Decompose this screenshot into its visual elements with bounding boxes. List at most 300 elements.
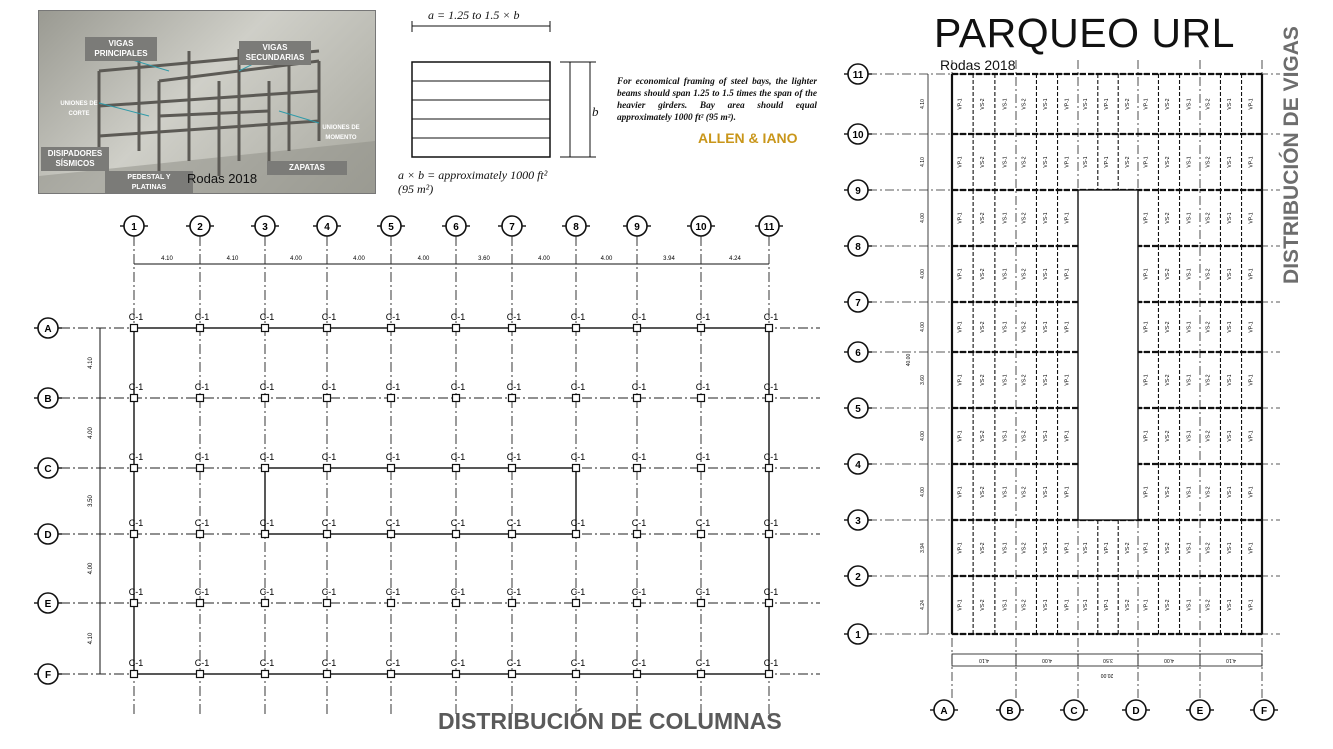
beam-tag: VP-1	[1248, 98, 1255, 110]
beam-tag: VS-2	[1165, 486, 1171, 498]
column-marker	[262, 600, 269, 607]
left-span-label: 4.10	[920, 157, 926, 167]
beam-tag: VP-1	[957, 430, 964, 442]
axis-bubble-label: B	[44, 394, 52, 405]
column-tag: C-1	[695, 518, 711, 528]
column-marker	[388, 395, 395, 402]
tag-uniones-momento: UNIONES DE MOMENTO	[322, 125, 360, 141]
column-marker	[573, 325, 580, 332]
beam-tag: VS-2	[1165, 542, 1171, 554]
beam-tag: VS-1	[1002, 98, 1009, 110]
axis-bubble-label: D	[1132, 706, 1140, 717]
beam-tag: VS-2	[1165, 599, 1171, 611]
tag-pedestal: PEDESTAL Y PLATINAS	[105, 171, 193, 194]
y-span-label: 4.00	[88, 427, 94, 439]
column-tag: C-1	[631, 452, 647, 462]
bay-formula-line1: a × b = approximately 1000 ft²	[398, 168, 548, 182]
beam-tag: VP-1	[1064, 98, 1071, 110]
beam-tag: VS-2	[1165, 156, 1171, 168]
beam-tag: VS-1	[1043, 542, 1049, 554]
left-span-label: 4.00	[920, 487, 926, 497]
beam-tag: VS-2	[980, 374, 986, 386]
column-marker	[197, 325, 204, 332]
x-span-label: 4.00	[600, 256, 613, 262]
column-marker	[573, 600, 580, 607]
axis-bubble-3	[251, 216, 279, 236]
beam-tag: VP-1	[1143, 156, 1150, 168]
beam-tag: VS-2	[1205, 599, 1212, 611]
beam-tag: VS-1	[1227, 98, 1233, 110]
beam-tag: VS-1	[1186, 542, 1193, 554]
column-tag: C-1	[695, 312, 711, 322]
bottom-total-label: 20.00	[1100, 672, 1114, 678]
beam-tag: VP-1	[1143, 321, 1150, 333]
x-span-label: 3.60	[478, 256, 490, 262]
tag-zapatas: ZAPATAS	[267, 161, 347, 175]
beam-tag: VS-1	[1083, 98, 1089, 110]
beam-axis-bubble-D	[1122, 700, 1150, 720]
x-span-label: 4.00	[538, 256, 550, 262]
column-tag: C-1	[321, 658, 337, 668]
beam-tag: VS-1	[1002, 321, 1009, 333]
beam-axis-bubble-8	[844, 236, 872, 256]
axis-bubble-label: 7	[855, 298, 861, 309]
beam-tag: VS-2	[980, 268, 986, 280]
column-marker	[324, 671, 331, 678]
beam-tag: VP-1	[1248, 321, 1255, 333]
column-marker	[634, 465, 641, 472]
column-tag: C-1	[194, 658, 210, 668]
column-marker	[766, 465, 773, 472]
beam-tag: VS-2	[1021, 268, 1028, 280]
beam-tag: VS-2	[980, 156, 986, 168]
column-tag: C-1	[506, 382, 522, 392]
beam-tag: VS-2	[1205, 321, 1212, 333]
x-span-label: 4.00	[417, 256, 430, 262]
column-marker	[262, 325, 269, 332]
beam-tag: VP-1	[957, 599, 964, 611]
axis-bubble-label: F	[1260, 706, 1268, 717]
beam-tag: VS-1	[1227, 212, 1233, 224]
column-marker	[698, 395, 705, 402]
axis-bubble-label: 9	[855, 186, 861, 197]
column-marker	[573, 531, 580, 538]
axis-bubble-label: 2	[855, 572, 861, 583]
beam-tag: VS-1	[1227, 156, 1233, 168]
beam-tag: VS-2	[980, 212, 986, 224]
column-marker	[324, 465, 331, 472]
column-tag: C-1	[259, 382, 275, 392]
tag-vigas-principales: VIGAS PRINCIPALES	[85, 37, 157, 61]
column-marker	[509, 671, 516, 678]
column-tag: C-1	[763, 452, 779, 462]
axis-bubble-label: 9	[634, 222, 640, 233]
ramp-opening	[265, 468, 576, 534]
column-tag: C-1	[259, 452, 275, 462]
column-marker	[197, 600, 204, 607]
beam-tag: VS-1	[1186, 374, 1193, 386]
axis-bubble-label: 1	[855, 630, 861, 641]
beam-tag: VP-1	[1064, 268, 1071, 280]
beam-tag: VS-1	[1083, 599, 1089, 611]
left-span-label: 4.00	[920, 213, 926, 223]
beam-tag: VP-1	[1064, 321, 1071, 333]
column-marker	[453, 600, 460, 607]
column-tag: C-1	[194, 452, 210, 462]
column-marker	[453, 395, 460, 402]
beam-tag: VS-1	[1002, 599, 1009, 611]
beam-tag: VS-1	[1186, 599, 1193, 611]
beam-tag: VS-2	[1205, 212, 1212, 224]
beam-tag: VS-1	[1227, 374, 1233, 386]
beam-tag: VS-1	[1227, 599, 1233, 611]
beam-tag: VS-1	[1002, 156, 1009, 168]
axis-bubble-10	[687, 216, 715, 236]
column-tag: C-1	[763, 518, 779, 528]
beam-axis-bubble-3	[844, 510, 872, 530]
axis-bubble-label: F	[44, 670, 52, 681]
beam-tag: VS-1	[1043, 321, 1049, 333]
column-marker	[509, 325, 516, 332]
axis-bubble-6	[442, 216, 470, 236]
column-marker	[324, 600, 331, 607]
beam-axis-bubble-E	[1186, 700, 1214, 720]
beam-axis-bubble-5	[844, 398, 872, 418]
tag-vigas-secundarias: VIGAS SECUNDARIAS	[239, 41, 311, 65]
beam-tag: VP-1	[1064, 599, 1071, 611]
bottom-span-label: 3.50	[1103, 657, 1113, 663]
axis-bubble-label: 8	[573, 222, 579, 233]
beam-tag: VP-1	[1248, 268, 1255, 280]
beam-tag: VS-1	[1043, 268, 1049, 280]
column-marker	[388, 465, 395, 472]
column-tag: C-1	[763, 658, 779, 668]
column-marker	[324, 325, 331, 332]
column-marker	[698, 465, 705, 472]
column-tag: C-1	[570, 658, 586, 668]
beam-tag: VP-1	[1143, 486, 1150, 498]
column-marker	[197, 395, 204, 402]
beam-axis-bubble-10	[844, 124, 872, 144]
column-tag: C-1	[631, 518, 647, 528]
beam-axis-bubble-11	[844, 64, 872, 84]
column-marker	[131, 671, 138, 678]
beam-tag: VS-2	[1205, 486, 1212, 498]
beam-tag: VS-2	[1021, 212, 1028, 224]
beam-tag: VP-1	[1143, 599, 1150, 611]
axis-bubble-label: 6	[453, 222, 459, 233]
column-marker	[262, 465, 269, 472]
column-marker	[197, 465, 204, 472]
beam-tag: VS-2	[1021, 430, 1028, 442]
beam-tag: VS-1	[1083, 156, 1089, 168]
beam-tag: VS-1	[1002, 374, 1009, 386]
axis-bubble-label: 8	[855, 242, 861, 253]
beam-tag: VS-2	[1205, 98, 1212, 110]
building-perimeter	[134, 328, 769, 674]
tag-uniones-corte: UNIONES DE CORTE	[60, 101, 98, 117]
beam-tag: VP-1	[957, 268, 964, 280]
axis-bubble-label: 5	[855, 404, 861, 415]
column-tag: C-1	[385, 312, 401, 322]
beam-tag: VS-2	[1205, 374, 1212, 386]
column-marker	[197, 671, 204, 678]
axis-bubble-label: C	[44, 464, 52, 475]
column-marker	[324, 531, 331, 538]
bottom-span-label: 4.10	[1226, 657, 1236, 663]
axis-bubble-A	[34, 318, 62, 338]
axis-bubble-C	[34, 458, 62, 478]
beam-tag: VS-2	[1205, 268, 1212, 280]
beam-tag: VP-1	[957, 486, 964, 498]
column-tag: C-1	[570, 452, 586, 462]
column-tag: C-1	[631, 312, 647, 322]
x-span-label: 4.00	[290, 256, 302, 262]
left-span-label: 3.60	[920, 375, 926, 385]
column-tag: C-1	[385, 658, 401, 668]
column-marker	[766, 395, 773, 402]
axis-bubble-label: E	[44, 599, 52, 610]
column-tag: C-1	[128, 312, 144, 322]
beam-axis-bubble-F	[1250, 700, 1278, 720]
beam-tag: VP-1	[1248, 430, 1255, 442]
column-marker	[197, 531, 204, 538]
beam-tag: VS-2	[1021, 374, 1028, 386]
beam-tag: VS-1	[1186, 268, 1193, 280]
column-tag: C-1	[450, 382, 466, 392]
column-marker	[131, 531, 138, 538]
axis-bubble-label: 11	[763, 222, 775, 233]
column-tag: C-1	[570, 518, 586, 528]
beam-tag: VS-2	[1125, 542, 1131, 554]
left-total-label: 40.00	[906, 353, 912, 367]
beam-tag: VS-2	[980, 542, 986, 554]
column-marker	[388, 325, 395, 332]
column-tag: C-1	[194, 518, 210, 528]
axis-bubble-label: 7	[509, 222, 515, 233]
y-span-label: 3.50	[88, 495, 94, 507]
bottom-span-label: 4.00	[1042, 657, 1052, 663]
beam-tag: VS-2	[1165, 268, 1171, 280]
column-marker	[634, 531, 641, 538]
beam-tag: VS-2	[1165, 212, 1171, 224]
beam-tag: VP-1	[957, 98, 964, 110]
beam-tag: VS-1	[1186, 156, 1193, 168]
column-marker	[634, 600, 641, 607]
column-tag: C-1	[385, 518, 401, 528]
bottom-span-label: 4.10	[979, 657, 989, 663]
bay-formula-bottom	[398, 168, 547, 196]
axis-bubble-8	[562, 216, 590, 236]
column-tag: C-1	[128, 518, 144, 528]
axis-bubble-label: 10	[695, 222, 707, 233]
column-tag: C-1	[385, 382, 401, 392]
beam-tag: VP-1	[1064, 486, 1071, 498]
column-tag: C-1	[321, 587, 337, 597]
beam-tag: VS-1	[1186, 98, 1193, 110]
beam-tag: VS-2	[1021, 156, 1028, 168]
beam-tag: VP-1	[1143, 98, 1150, 110]
quote-text: For economical framing of steel bays, the lighter beams should span 1.25 to 1.5 times the span of the heavier girders. Bay area should equal approximately 1000 ft² (95 m²).	[617, 77, 817, 123]
column-marker	[698, 671, 705, 678]
y-span-label: 4.10	[88, 632, 94, 645]
left-span-label: 4.00	[920, 431, 926, 441]
beam-tag: VP-1	[1143, 542, 1150, 554]
beam-tag: VS-2	[1165, 374, 1171, 386]
beam-tag: VS-2	[1021, 321, 1028, 333]
axis-bubble-4	[313, 216, 341, 236]
column-marker	[573, 465, 580, 472]
column-tag: C-1	[631, 658, 647, 668]
column-marker	[766, 600, 773, 607]
column-marker	[388, 671, 395, 678]
axis-bubble-5	[377, 216, 405, 236]
column-tag: C-1	[128, 658, 144, 668]
page-title: PARQUEO URL	[934, 10, 1235, 56]
beam-tag: VS-2	[1125, 156, 1131, 168]
column-tag: C-1	[570, 312, 586, 322]
beam-tag: VS-2	[980, 599, 986, 611]
x-span-label: 3.94	[663, 256, 675, 262]
beam-tag: VS-2	[1125, 599, 1131, 611]
column-marker	[698, 531, 705, 538]
beams-plan	[840, 60, 1290, 730]
column-tag: C-1	[450, 312, 466, 322]
beam-tag: VS-1	[1043, 430, 1049, 442]
beam-tag: VP-1	[1248, 156, 1255, 168]
beam-tag: VS-1	[1002, 268, 1009, 280]
column-marker	[453, 325, 460, 332]
ramp-opening	[1078, 190, 1138, 520]
column-marker	[509, 395, 516, 402]
column-tag: C-1	[385, 452, 401, 462]
column-marker	[131, 395, 138, 402]
column-marker	[509, 600, 516, 607]
column-tag: C-1	[506, 312, 522, 322]
left-span-label: 4.00	[920, 322, 926, 332]
column-marker	[262, 531, 269, 538]
beam-tag: VS-1	[1043, 212, 1049, 224]
beam-tag: VP-1	[957, 542, 964, 554]
beam-tag: VS-1	[1043, 374, 1049, 386]
column-tag: C-1	[506, 587, 522, 597]
beam-tag: VS-2	[1165, 98, 1171, 110]
beam-tag: VP-1	[1064, 430, 1071, 442]
bay-diagram	[400, 18, 620, 168]
photo-credit: Rodas 2018	[187, 171, 258, 186]
beam-tag: VS-1	[1043, 599, 1049, 611]
column-tag: C-1	[763, 382, 779, 392]
column-marker	[766, 671, 773, 678]
column-marker	[388, 600, 395, 607]
beam-tag: VS-2	[980, 486, 986, 498]
axis-bubble-F	[34, 664, 62, 684]
axis-bubble-D	[34, 524, 62, 544]
beam-tag: VP-1	[1104, 98, 1110, 110]
column-marker	[131, 325, 138, 332]
column-tag: C-1	[128, 452, 144, 462]
axis-bubble-7	[498, 216, 526, 236]
column-tag: C-1	[631, 382, 647, 392]
x-span-label: 4.10	[226, 256, 239, 262]
beam-tag: VP-1	[1248, 212, 1255, 224]
column-marker	[453, 671, 460, 678]
beam-tag: VP-1	[957, 212, 964, 224]
axis-bubble-label: D	[44, 530, 52, 541]
column-marker	[453, 465, 460, 472]
beam-tag: VP-1	[1104, 599, 1110, 611]
column-tag: C-1	[570, 382, 586, 392]
beam-tag: VS-1	[1043, 98, 1049, 110]
beam-tag: VS-1	[1227, 430, 1233, 442]
axis-bubble-label: 10	[852, 130, 864, 141]
column-tag: C-1	[450, 518, 466, 528]
column-tag: C-1	[450, 452, 466, 462]
beam-tag: VS-2	[1125, 98, 1131, 110]
beam-tag: VS-1	[1186, 321, 1193, 333]
column-marker	[698, 600, 705, 607]
beam-axis-bubble-4	[844, 454, 872, 474]
beam-axis-bubble-A	[930, 700, 958, 720]
column-tag: C-1	[194, 382, 210, 392]
beam-tag: VP-1	[1143, 212, 1150, 224]
column-tag: C-1	[570, 587, 586, 597]
beam-tag: VS-1	[1002, 486, 1009, 498]
column-tag: C-1	[506, 658, 522, 668]
column-tag: C-1	[695, 658, 711, 668]
column-marker	[131, 600, 138, 607]
column-tag: C-1	[128, 382, 144, 392]
beam-tag: VP-1	[1143, 374, 1150, 386]
beam-tag: VS-2	[980, 430, 986, 442]
beam-tag: VP-1	[1143, 268, 1150, 280]
beam-axis-bubble-C	[1060, 700, 1088, 720]
beam-tag: VS-2	[1165, 321, 1171, 333]
bay-formula-top: a = 1.25 to 1.5 × b	[428, 8, 520, 22]
column-tag: C-1	[128, 587, 144, 597]
column-marker	[634, 671, 641, 678]
beam-tag: VS-2	[1205, 156, 1212, 168]
column-marker	[634, 325, 641, 332]
column-tag: C-1	[321, 312, 337, 322]
axis-bubble-label: A	[940, 706, 948, 717]
axis-bubble-E	[34, 593, 62, 613]
beam-tag: VS-1	[1002, 212, 1009, 224]
beam-tag: VP-1	[1143, 430, 1150, 442]
y-span-label: 4.10	[88, 357, 94, 369]
beam-tag: VS-1	[1043, 486, 1049, 498]
column-marker	[573, 671, 580, 678]
beam-tag: VS-2	[1021, 599, 1028, 611]
axis-bubble-label: 6	[855, 348, 861, 359]
beam-tag: VP-1	[1104, 156, 1110, 168]
column-marker	[131, 465, 138, 472]
column-marker	[388, 531, 395, 538]
column-marker	[509, 531, 516, 538]
y-span-label: 4.00	[88, 562, 94, 575]
beam-tag: VP-1	[1064, 374, 1071, 386]
axis-bubble-label: C	[1070, 706, 1078, 717]
beam-axis-bubble-B	[996, 700, 1024, 720]
beam-tag: VS-1	[1227, 321, 1233, 333]
left-span-label: 4.10	[920, 99, 926, 109]
axis-bubble-label: A	[44, 324, 52, 335]
beam-tag: VS-1	[1227, 542, 1233, 554]
axis-bubble-label: 11	[852, 70, 864, 81]
beam-axis-bubble-7	[844, 292, 872, 312]
axis-bubble-label: E	[1196, 706, 1204, 717]
column-tag: C-1	[506, 518, 522, 528]
